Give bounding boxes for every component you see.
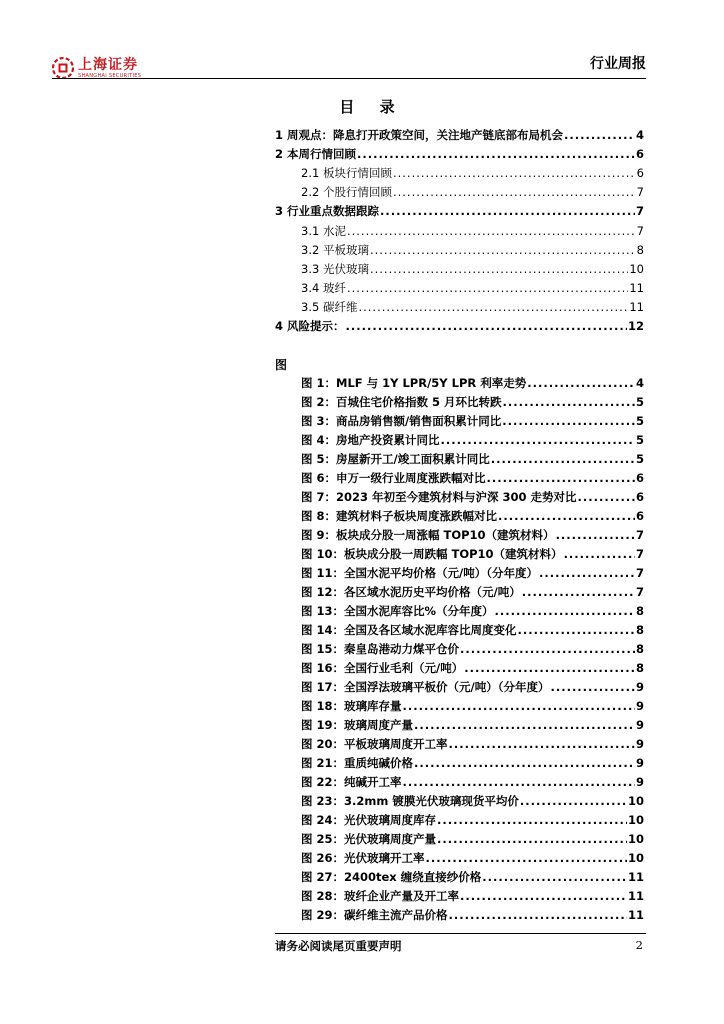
dot-leader xyxy=(370,262,628,276)
figure-entry[interactable] xyxy=(301,831,644,847)
disclaimer-note: 请务必阅读尾页重要声明 xyxy=(275,939,402,953)
toc-entry-label: 4 风险提示： xyxy=(275,319,345,333)
figure-entry[interactable] xyxy=(301,375,644,391)
dot-leader xyxy=(527,376,635,390)
figure-entry[interactable] xyxy=(301,565,644,581)
toc-entry-page: 8 xyxy=(636,243,644,257)
dot-leader xyxy=(518,623,635,637)
figure-entry[interactable] xyxy=(301,869,644,885)
toc-entry-label: 3.2 平板玻璃 xyxy=(301,243,369,257)
figure-entry-page: 11 xyxy=(627,870,644,884)
figure-entry-page: 5 xyxy=(635,395,644,409)
header-divider xyxy=(52,78,646,79)
toc-entry[interactable] xyxy=(301,261,644,277)
dot-leader xyxy=(495,604,635,618)
figure-entry-label: 图 26：光伏玻璃开工率 xyxy=(301,851,425,865)
figure-entry[interactable] xyxy=(301,546,644,562)
toc-entry[interactable] xyxy=(301,242,644,258)
figure-entry-label: 图 1：MLF 与 1Y LPR/5Y LPR 利率走势 xyxy=(301,376,527,390)
figure-entry[interactable] xyxy=(301,888,644,904)
toc-entry-page: 6 xyxy=(636,166,644,180)
dot-leader xyxy=(437,832,627,846)
figure-entry-page: 10 xyxy=(627,794,644,808)
figure-entry-page: 9 xyxy=(635,775,644,789)
figure-entry-label: 图 16：全国行业毛利（元/吨） xyxy=(301,661,464,675)
figure-entry-page: 7 xyxy=(635,547,644,561)
figure-entry-label: 图 24：光伏玻璃周度库存 xyxy=(301,813,437,827)
figure-entry-page: 10 xyxy=(627,813,644,827)
figure-entry[interactable] xyxy=(301,736,644,752)
figure-entry-label: 图 5：房屋新开工/竣工面积累计同比 xyxy=(301,452,490,466)
dot-leader xyxy=(498,509,635,523)
figure-entry-label: 图 2：百城住宅价格指数 5 月环比转跌 xyxy=(301,395,502,409)
figure-entry[interactable] xyxy=(301,812,644,828)
dot-leader xyxy=(393,185,636,199)
figure-entry-page: 9 xyxy=(635,718,644,732)
toc-entry[interactable] xyxy=(301,165,644,181)
figure-entry-label: 图 8：建筑材料子板块周度涨跌幅对比 xyxy=(301,509,498,523)
figure-entry[interactable] xyxy=(301,508,644,524)
dot-leader xyxy=(403,699,635,713)
figure-entry-label: 图 14：全国及各区域水泥库容比周度变化 xyxy=(301,623,517,637)
figure-entry-label: 图 11：全国水泥平均价格（元/吨）（分年度） xyxy=(301,566,538,580)
figure-entry-label: 图 7：2023 年初至今建筑材料与沪深 300 走势对比 xyxy=(301,490,577,504)
dot-leader xyxy=(449,737,635,751)
toc-entry-label: 3 行业重点数据跟踪 xyxy=(275,204,380,218)
figure-entry-label: 图 27：2400tex 缠绕直接纱价格 xyxy=(301,870,482,884)
figure-entry-page: 5 xyxy=(635,414,644,428)
dot-leader xyxy=(491,452,635,466)
toc-entry[interactable] xyxy=(301,184,644,200)
dot-leader xyxy=(414,756,635,770)
figure-entry-label: 图 6：申万一级行业周度涨跌幅对比 xyxy=(301,471,486,485)
dot-leader xyxy=(347,281,628,295)
toc-entry-page: 6 xyxy=(635,147,644,161)
figure-entry[interactable] xyxy=(301,432,644,448)
figure-entry-page: 6 xyxy=(635,490,644,504)
toc-entry-label: 3.5 碳纤维 xyxy=(301,300,358,314)
figure-entry[interactable] xyxy=(301,470,644,486)
toc-entry-label: 2 本周行情回顾 xyxy=(275,147,357,161)
dot-leader xyxy=(358,300,628,314)
dot-leader xyxy=(522,585,635,599)
figure-entry-label: 图 19：玻璃周度产量 xyxy=(301,718,414,732)
figure-entry-label: 图 23：3.2mm 镀膜光伏玻璃现货平均价 xyxy=(301,794,519,808)
figure-entry-label: 图 4：房地产投资累计同比 xyxy=(301,433,440,447)
toc-entry-label: 3.1 水泥 xyxy=(301,224,346,238)
toc-entry-label: 3.3 光伏玻璃 xyxy=(301,262,369,276)
dot-leader xyxy=(346,319,627,333)
figure-entry-label: 图 25：光伏玻璃周度产量 xyxy=(301,832,437,846)
figure-entry[interactable] xyxy=(301,489,644,505)
toc-entry-page: 7 xyxy=(636,224,644,238)
dot-leader xyxy=(437,813,627,827)
toc-entry[interactable] xyxy=(275,146,644,162)
figure-entry-label: 图 29：碳纤维主流产品价格 xyxy=(301,908,448,922)
dot-leader xyxy=(564,128,635,142)
toc-entry-label: 2.2 个股行情回顾 xyxy=(301,185,392,199)
dot-leader xyxy=(556,528,635,542)
figure-entry-label: 图 18：玻璃库存量 xyxy=(301,699,402,713)
dot-leader xyxy=(482,870,627,884)
figure-entry-page: 8 xyxy=(635,623,644,637)
figure-entry-page: 4 xyxy=(635,376,644,390)
figure-entry-page: 9 xyxy=(635,737,644,751)
figure-entry-page: 5 xyxy=(635,452,644,466)
figure-entry-label: 图 9：板块成分股一周涨幅 TOP10（建筑材料） xyxy=(301,528,555,542)
seal-logo-icon xyxy=(52,57,74,79)
figure-entry-label: 图 12：各区域水泥历史平均价格（元/吨） xyxy=(301,585,521,599)
dot-leader xyxy=(403,775,635,789)
dot-leader xyxy=(380,204,635,218)
figure-entry-page: 8 xyxy=(635,642,644,656)
logo-chinese-name: 上海证券 xyxy=(78,56,138,73)
figure-entry-label: 图 3：商品房销售额/销售面积累计同比 xyxy=(301,414,502,428)
dot-leader xyxy=(414,718,635,732)
page-number: 2 xyxy=(635,938,643,952)
dot-leader xyxy=(578,490,635,504)
toc-entry-page: 12 xyxy=(627,319,644,333)
figure-entry-page: 8 xyxy=(635,604,644,618)
figure-entry-page: 6 xyxy=(635,509,644,523)
figure-entry[interactable] xyxy=(301,622,644,638)
figure-entry-label: 图 17：全国浮法玻璃平板价（元/吨）（分年度） xyxy=(301,680,550,694)
figure-entry-label: 图 20：平板玻璃周度开工率 xyxy=(301,737,448,751)
dot-leader xyxy=(357,147,635,161)
toc-title: 目 录 xyxy=(339,98,405,116)
figure-entry[interactable] xyxy=(301,413,644,429)
figure-entry[interactable] xyxy=(301,717,644,733)
figure-entry[interactable] xyxy=(301,394,644,410)
toc-entry[interactable] xyxy=(301,299,644,315)
figure-entry-page: 7 xyxy=(635,528,644,542)
figure-entry-page: 8 xyxy=(635,661,644,675)
figure-entry-label: 图 21：重质纯碱价格 xyxy=(301,756,414,770)
figure-entry[interactable] xyxy=(301,774,644,790)
figure-entry-label: 图 10：板块成分股一周跌幅 TOP10（建筑材料） xyxy=(301,547,563,561)
dot-leader xyxy=(370,243,636,257)
dot-leader xyxy=(449,908,627,922)
figure-entry[interactable] xyxy=(301,793,644,809)
dot-leader xyxy=(460,642,635,656)
figure-entry[interactable] xyxy=(301,527,644,543)
dot-leader xyxy=(460,889,627,903)
figure-entry-page: 9 xyxy=(635,756,644,770)
figure-entry-page: 7 xyxy=(635,585,644,599)
footer-divider xyxy=(275,933,646,934)
dot-leader xyxy=(464,661,635,675)
figure-entry[interactable] xyxy=(301,698,644,714)
dot-leader xyxy=(520,794,627,808)
figure-entry[interactable] xyxy=(301,755,644,771)
toc-entry-page: 10 xyxy=(629,262,644,276)
toc-entry-page: 11 xyxy=(629,281,644,295)
figure-entry-page: 10 xyxy=(627,851,644,865)
toc-entry-page: 7 xyxy=(636,185,644,199)
toc-entry-page: 11 xyxy=(629,300,644,314)
figure-entry-page: 7 xyxy=(635,566,644,580)
dot-leader xyxy=(347,224,636,238)
dot-leader xyxy=(502,414,635,428)
figure-entry-label: 图 22：纯碱开工率 xyxy=(301,775,402,789)
figure-entry[interactable] xyxy=(301,660,644,676)
dot-leader xyxy=(564,547,635,561)
dot-leader xyxy=(441,433,635,447)
dot-leader xyxy=(503,395,635,409)
toc-entry[interactable] xyxy=(301,280,644,296)
figure-entry-label: 图 13：全国水泥库容比%（分年度） xyxy=(301,604,494,618)
figure-entry-page: 11 xyxy=(627,908,644,922)
figure-entry-label: 图 15：秦皇岛港动力煤平仓价 xyxy=(301,642,460,656)
figure-entry[interactable] xyxy=(301,850,644,866)
figure-entry[interactable] xyxy=(301,451,644,467)
figure-entry-label: 图 28：玻纤企业产量及开工率 xyxy=(301,889,460,903)
toc-entry-page: 4 xyxy=(635,128,644,142)
figure-entry-page: 10 xyxy=(627,832,644,846)
figure-entry-page: 6 xyxy=(635,471,644,485)
toc-entry-label: 1 周观点：降息打开政策空间，关注地产链底部布局机会 xyxy=(275,128,564,142)
figure-entry[interactable] xyxy=(301,679,644,695)
toc-entry[interactable] xyxy=(301,223,644,239)
dot-leader xyxy=(550,680,635,694)
dot-leader xyxy=(393,166,636,180)
dot-leader xyxy=(426,851,627,865)
figure-entry[interactable] xyxy=(301,584,644,600)
toc-entry[interactable] xyxy=(275,127,644,143)
figure-entry-page: 11 xyxy=(627,889,644,903)
dot-leader xyxy=(487,471,635,485)
logo-english-name: SHANGHAI SECURITIES xyxy=(78,72,142,79)
figure-entry-page: 5 xyxy=(635,433,644,447)
figure-entry-page: 9 xyxy=(635,680,644,694)
figure-entry[interactable] xyxy=(301,641,644,657)
toc-entry-label: 2.1 板块行情回顾 xyxy=(301,166,392,180)
figure-entry-page: 9 xyxy=(635,699,644,713)
toc-entry[interactable] xyxy=(275,318,644,334)
figure-list-heading: 图 xyxy=(275,358,288,372)
figure-entry[interactable] xyxy=(301,907,644,923)
dot-leader xyxy=(539,566,635,580)
toc-entry-page: 7 xyxy=(635,204,644,218)
report-type-label: 行业周报 xyxy=(590,56,646,72)
toc-entry-label: 3.4 玻纤 xyxy=(301,281,346,295)
figure-entry[interactable] xyxy=(301,603,644,619)
toc-entry[interactable] xyxy=(275,203,644,219)
